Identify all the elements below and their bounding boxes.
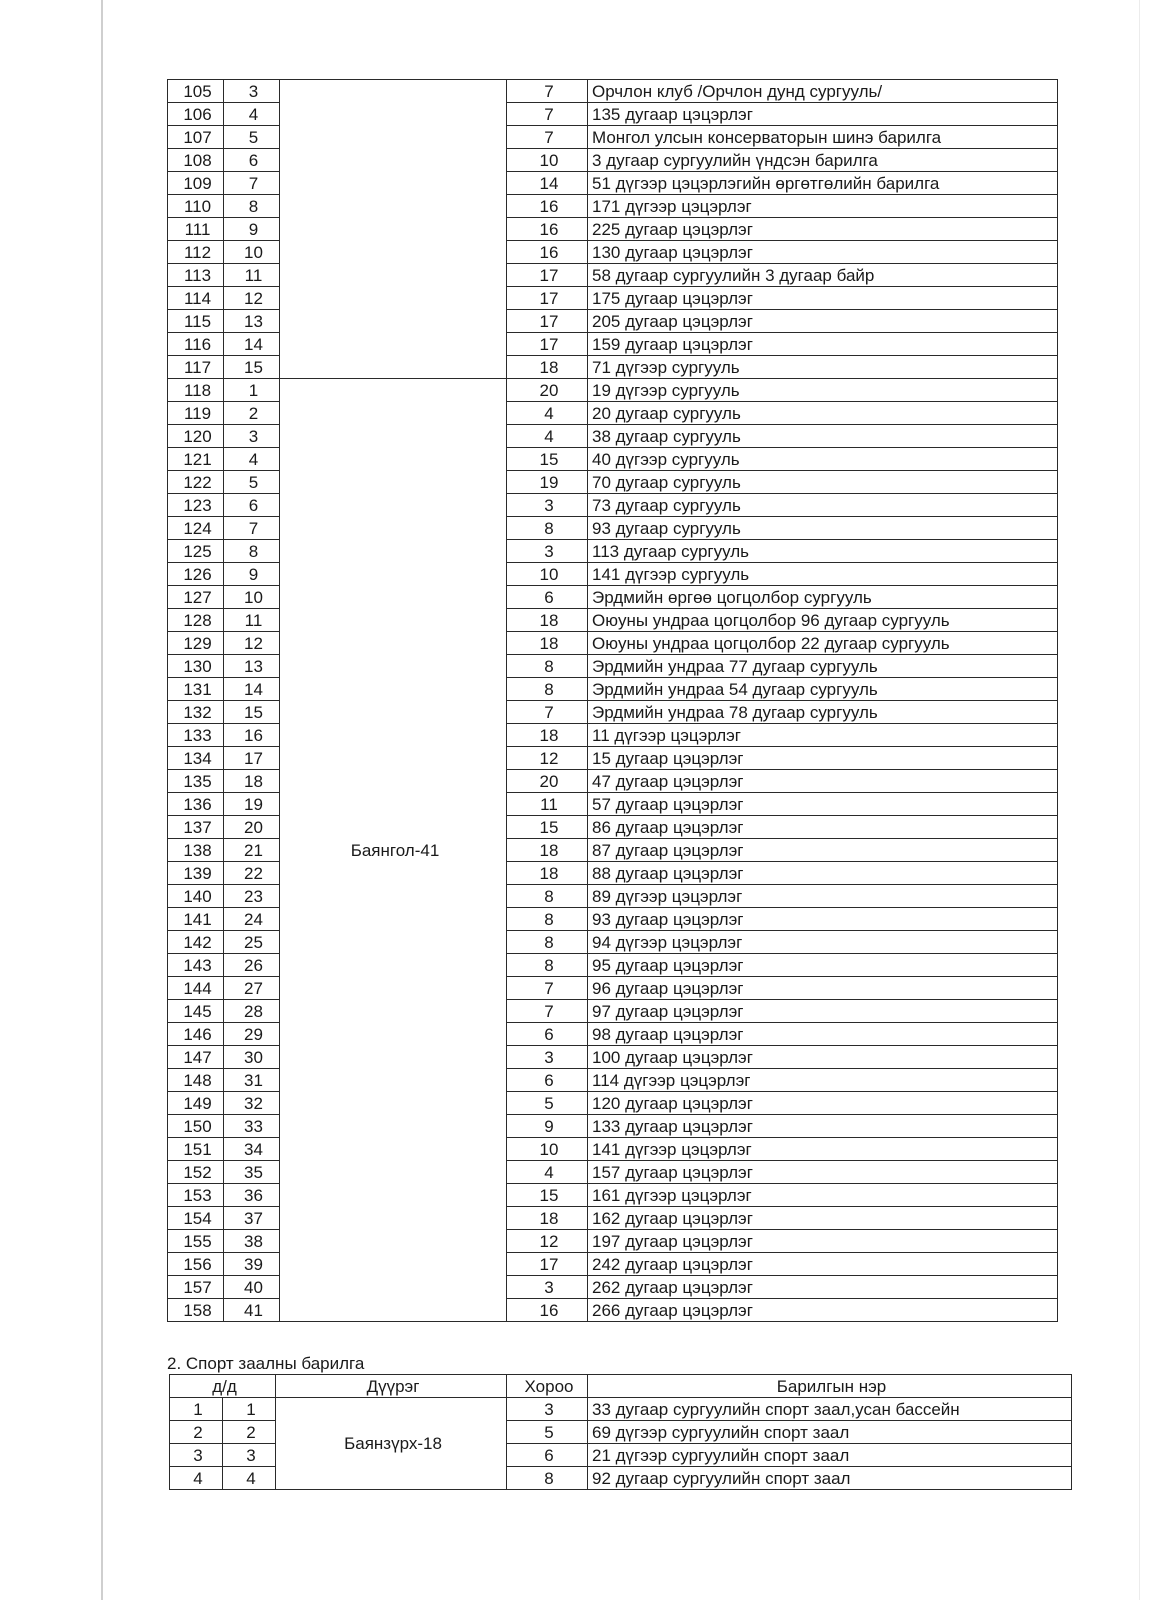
row-number: 136 — [168, 793, 224, 816]
building-name: 73 дугаар сургууль — [588, 494, 1058, 517]
group-number: 11 — [224, 264, 280, 287]
row-number: 138 — [168, 839, 224, 862]
group-number: 25 — [224, 931, 280, 954]
khoroo-cell: 3 — [507, 494, 588, 517]
group-number: 29 — [224, 1023, 280, 1046]
group-number: 30 — [224, 1046, 280, 1069]
group-number: 11 — [224, 609, 280, 632]
khoroo-cell: 10 — [507, 149, 588, 172]
group-number: 32 — [224, 1092, 280, 1115]
group-number: 34 — [224, 1138, 280, 1161]
group-number: 41 — [224, 1299, 280, 1322]
group-number: 17 — [224, 747, 280, 770]
row-number: 120 — [168, 425, 224, 448]
group-number: 27 — [224, 977, 280, 1000]
row-number: 144 — [168, 977, 224, 1000]
khoroo-cell: 6 — [507, 1023, 588, 1046]
khoroo-cell: 17 — [507, 333, 588, 356]
khoroo-cell: 18 — [507, 609, 588, 632]
khoroo-cell: 8 — [507, 678, 588, 701]
khoroo-cell: 20 — [507, 379, 588, 402]
group-number: 8 — [224, 540, 280, 563]
row-number: 119 — [168, 402, 224, 425]
building-name: 157 дугаар цэцэрлэг — [588, 1161, 1058, 1184]
building-name: 71 дүгээр сургууль — [588, 356, 1058, 379]
khoroo-cell: 18 — [507, 356, 588, 379]
khoroo-cell: 8 — [507, 655, 588, 678]
khoroo-cell: 7 — [507, 80, 588, 103]
group-number: 4 — [223, 1467, 276, 1490]
row-number: 158 — [168, 1299, 224, 1322]
table-row — [168, 80, 1058, 103]
row-number: 157 — [168, 1276, 224, 1299]
row-number: 152 — [168, 1161, 224, 1184]
row-number: 128 — [168, 609, 224, 632]
building-name: Эрдмийн ундраа 77 дугаар сургууль — [588, 655, 1058, 678]
row-number: 155 — [168, 1230, 224, 1253]
building-name: 225 дугаар цэцэрлэг — [588, 218, 1058, 241]
khoroo-cell: 3 — [507, 1398, 588, 1421]
building-name: 93 дугаар цэцэрлэг — [588, 908, 1058, 931]
group-number: 6 — [224, 494, 280, 517]
group-number: 38 — [224, 1230, 280, 1253]
page-right-edge — [1139, 0, 1140, 1600]
khoroo-cell: 16 — [507, 218, 588, 241]
building-name: 19 дүгээр сургууль — [588, 379, 1058, 402]
group-number: 37 — [224, 1207, 280, 1230]
row-number: 110 — [168, 195, 224, 218]
table-row — [168, 379, 1058, 402]
khoroo-cell: 8 — [507, 885, 588, 908]
building-name: 93 дугаар сургууль — [588, 517, 1058, 540]
group-number: 13 — [224, 655, 280, 678]
khoroo-cell: 7 — [507, 701, 588, 724]
building-name: 87 дугаар цэцэрлэг — [588, 839, 1058, 862]
group-number: 40 — [224, 1276, 280, 1299]
row-number: 118 — [168, 379, 224, 402]
khoroo-cell: 19 — [507, 471, 588, 494]
khoroo-cell: 15 — [507, 1184, 588, 1207]
khoroo-cell: 5 — [507, 1421, 588, 1444]
building-name: 92 дугаар сургуулийн спорт заал — [588, 1467, 1072, 1490]
group-number: 33 — [224, 1115, 280, 1138]
group-number: 20 — [224, 816, 280, 839]
row-number: 123 — [168, 494, 224, 517]
row-number: 142 — [168, 931, 224, 954]
group-number: 10 — [224, 586, 280, 609]
khoroo-cell: 4 — [507, 1161, 588, 1184]
group-number: 3 — [224, 80, 280, 103]
group-number: 8 — [224, 195, 280, 218]
group-number: 5 — [224, 126, 280, 149]
row-number: 129 — [168, 632, 224, 655]
header-building-name: Барилгын нэр — [588, 1375, 1072, 1398]
group-number: 9 — [224, 218, 280, 241]
group-number: 12 — [224, 287, 280, 310]
building-name: 20 дугаар сургууль — [588, 402, 1058, 425]
khoroo-cell: 18 — [507, 839, 588, 862]
khoroo-cell: 3 — [507, 1276, 588, 1299]
group-number: 16 — [224, 724, 280, 747]
row-number: 112 — [168, 241, 224, 264]
row-number: 141 — [168, 908, 224, 931]
group-number: 2 — [224, 402, 280, 425]
row-number: 135 — [168, 770, 224, 793]
building-name: 57 дугаар цэцэрлэг — [588, 793, 1058, 816]
building-name: 15 дугаар цэцэрлэг — [588, 747, 1058, 770]
building-name: 113 дугаар сургууль — [588, 540, 1058, 563]
row-number: 115 — [168, 310, 224, 333]
row-number: 130 — [168, 655, 224, 678]
group-number: 1 — [223, 1398, 276, 1421]
row-number: 2 — [170, 1421, 223, 1444]
row-number: 105 — [168, 80, 224, 103]
building-name: 133 дугаар цэцэрлэг — [588, 1115, 1058, 1138]
header-district: Дүүрэг — [276, 1375, 507, 1398]
khoroo-cell: 15 — [507, 448, 588, 471]
row-number: 125 — [168, 540, 224, 563]
group-number: 22 — [224, 862, 280, 885]
khoroo-cell: 17 — [507, 287, 588, 310]
khoroo-cell: 8 — [507, 1467, 588, 1490]
group-number: 3 — [223, 1444, 276, 1467]
khoroo-cell: 8 — [507, 954, 588, 977]
row-number: 154 — [168, 1207, 224, 1230]
group-number: 7 — [224, 517, 280, 540]
row-number: 156 — [168, 1253, 224, 1276]
group-number: 9 — [224, 563, 280, 586]
khoroo-cell: 3 — [507, 540, 588, 563]
row-number: 122 — [168, 471, 224, 494]
khoroo-cell: 7 — [507, 977, 588, 1000]
khoroo-cell: 9 — [507, 1115, 588, 1138]
group-number: 7 — [224, 172, 280, 195]
row-number: 143 — [168, 954, 224, 977]
khoroo-cell: 8 — [507, 908, 588, 931]
khoroo-cell: 8 — [507, 517, 588, 540]
row-number: 113 — [168, 264, 224, 287]
khoroo-cell: 7 — [507, 126, 588, 149]
group-number: 4 — [224, 448, 280, 471]
building-name: 114 дүгээр цэцэрлэг — [588, 1069, 1058, 1092]
buildings-table — [167, 79, 1058, 1322]
row-number: 1 — [170, 1398, 223, 1421]
khoroo-cell: 4 — [507, 402, 588, 425]
building-name: 135 дугаар цэцэрлэг — [588, 103, 1058, 126]
building-name: Орчлон клуб /Орчлон дунд сургууль/ — [588, 80, 1058, 103]
building-name: 161 дүгээр цэцэрлэг — [588, 1184, 1058, 1207]
group-number: 10 — [224, 241, 280, 264]
row-number: 111 — [168, 218, 224, 241]
khoroo-cell: 17 — [507, 1253, 588, 1276]
building-name: 94 дүгээр цэцэрлэг — [588, 931, 1058, 954]
section-title: 2. Спорт заалны барилга — [167, 1354, 365, 1373]
group-number: 24 — [224, 908, 280, 931]
building-name: 3 дугаар сургуулийн үндсэн барилга — [588, 149, 1058, 172]
khoroo-cell: 18 — [507, 862, 588, 885]
row-number: 148 — [168, 1069, 224, 1092]
building-name: 96 дугаар цэцэрлэг — [588, 977, 1058, 1000]
row-number: 4 — [170, 1467, 223, 1490]
building-name: Оюуны ундраа цогцолбор 96 дугаар сургууль — [588, 609, 1058, 632]
sport-halls-table — [169, 1374, 1072, 1490]
khoroo-cell: 6 — [507, 586, 588, 609]
khoroo-cell: 12 — [507, 1230, 588, 1253]
group-number: 39 — [224, 1253, 280, 1276]
building-name: Эрдмийн ундраа 78 дугаар сургууль — [588, 701, 1058, 724]
khoroo-cell: 5 — [507, 1092, 588, 1115]
row-number: 3 — [170, 1444, 223, 1467]
khoroo-cell: 10 — [507, 1138, 588, 1161]
khoroo-cell: 20 — [507, 770, 588, 793]
group-number: 31 — [224, 1069, 280, 1092]
building-name: 141 дүгээр сургууль — [588, 563, 1058, 586]
building-name: 120 дугаар цэцэрлэг — [588, 1092, 1058, 1115]
building-name: 69 дүгээр сургуулийн спорт заал — [588, 1421, 1072, 1444]
khoroo-cell: 17 — [507, 310, 588, 333]
building-name: 97 дугаар цэцэрлэг — [588, 1000, 1058, 1023]
row-number: 132 — [168, 701, 224, 724]
group-number: 6 — [224, 149, 280, 172]
row-number: 131 — [168, 678, 224, 701]
khoroo-cell: 3 — [507, 1046, 588, 1069]
row-number: 109 — [168, 172, 224, 195]
khoroo-cell: 6 — [507, 1069, 588, 1092]
district-cell: Баянзүрх-18 — [276, 1398, 507, 1490]
building-name: 175 дугаар цэцэрлэг — [588, 287, 1058, 310]
district-cell — [280, 80, 507, 379]
group-number: 14 — [224, 333, 280, 356]
row-number: 139 — [168, 862, 224, 885]
row-number: 145 — [168, 1000, 224, 1023]
building-name: 171 дүгээр цэцэрлэг — [588, 195, 1058, 218]
group-number: 12 — [224, 632, 280, 655]
row-number: 121 — [168, 448, 224, 471]
group-number: 35 — [224, 1161, 280, 1184]
khoroo-cell: 16 — [507, 241, 588, 264]
building-name: Эрдмийн өргөө цогцолбор сургууль — [588, 586, 1058, 609]
page-left-edge — [101, 0, 103, 1600]
row-number: 117 — [168, 356, 224, 379]
building-name: Оюуны ундраа цогцолбор 22 дугаар сургууль — [588, 632, 1058, 655]
building-name: 197 дугаар цэцэрлэг — [588, 1230, 1058, 1253]
group-number: 5 — [224, 471, 280, 494]
row-number: 150 — [168, 1115, 224, 1138]
building-name: 47 дугаар цэцэрлэг — [588, 770, 1058, 793]
khoroo-cell: 10 — [507, 563, 588, 586]
group-number: 28 — [224, 1000, 280, 1023]
building-name: 51 дүгээр цэцэрлэгийн өргөтгөлийн барилга — [588, 172, 1058, 195]
row-number: 107 — [168, 126, 224, 149]
building-name: 162 дугаар цэцэрлэг — [588, 1207, 1058, 1230]
row-number: 153 — [168, 1184, 224, 1207]
khoroo-cell: 7 — [507, 103, 588, 126]
khoroo-cell: 18 — [507, 632, 588, 655]
row-number: 137 — [168, 816, 224, 839]
khoroo-cell: 18 — [507, 724, 588, 747]
row-number: 146 — [168, 1023, 224, 1046]
khoroo-cell: 6 — [507, 1444, 588, 1467]
row-number: 114 — [168, 287, 224, 310]
group-number: 23 — [224, 885, 280, 908]
row-number: 133 — [168, 724, 224, 747]
building-name: 58 дугаар сургуулийн 3 дугаар байр — [588, 264, 1058, 287]
row-number: 134 — [168, 747, 224, 770]
row-number: 140 — [168, 885, 224, 908]
building-name: 262 дугаар цэцэрлэг — [588, 1276, 1058, 1299]
table-row — [170, 1398, 1072, 1421]
group-number: 36 — [224, 1184, 280, 1207]
row-number: 108 — [168, 149, 224, 172]
group-number: 18 — [224, 770, 280, 793]
khoroo-cell: 15 — [507, 816, 588, 839]
khoroo-cell: 14 — [507, 172, 588, 195]
group-number: 26 — [224, 954, 280, 977]
group-number: 15 — [224, 356, 280, 379]
group-number: 1 — [224, 379, 280, 402]
building-name: Монгол улсын консерваторын шинэ барилга — [588, 126, 1058, 149]
building-name: 70 дугаар сургууль — [588, 471, 1058, 494]
header-num: д/д — [170, 1375, 276, 1398]
khoroo-cell: 17 — [507, 264, 588, 287]
khoroo-cell: 12 — [507, 747, 588, 770]
building-name: 130 дугаар цэцэрлэг — [588, 241, 1058, 264]
group-number: 19 — [224, 793, 280, 816]
group-number: 15 — [224, 701, 280, 724]
building-name: 159 дугаар цэцэрлэг — [588, 333, 1058, 356]
building-name: 266 дугаар цэцэрлэг — [588, 1299, 1058, 1322]
building-name: Эрдмийн ундраа 54 дугаар сургууль — [588, 678, 1058, 701]
khoroo-cell: 8 — [507, 931, 588, 954]
building-name: 86 дугаар цэцэрлэг — [588, 816, 1058, 839]
building-name: 95 дугаар цэцэрлэг — [588, 954, 1058, 977]
khoroo-cell: 16 — [507, 1299, 588, 1322]
building-name: 21 дүгээр сургуулийн спорт заал — [588, 1444, 1072, 1467]
khoroo-cell: 16 — [507, 195, 588, 218]
row-number: 126 — [168, 563, 224, 586]
building-name: 33 дугаар сургуулийн спорт заал,усан бассейн — [588, 1398, 1072, 1421]
building-name: 242 дугаар цэцэрлэг — [588, 1253, 1058, 1276]
building-name: 141 дүгээр цэцэрлэг — [588, 1138, 1058, 1161]
building-name: 88 дугаар цэцэрлэг — [588, 862, 1058, 885]
khoroo-cell: 4 — [507, 425, 588, 448]
group-number: 4 — [224, 103, 280, 126]
row-number: 106 — [168, 103, 224, 126]
group-number: 3 — [224, 425, 280, 448]
building-name: 100 дугаар цэцэрлэг — [588, 1046, 1058, 1069]
row-number: 149 — [168, 1092, 224, 1115]
row-number: 151 — [168, 1138, 224, 1161]
district-cell: Баянгол-41 — [280, 379, 507, 1322]
group-number: 2 — [223, 1421, 276, 1444]
building-name: 89 дүгээр цэцэрлэг — [588, 885, 1058, 908]
group-number: 14 — [224, 678, 280, 701]
row-number: 124 — [168, 517, 224, 540]
row-number: 127 — [168, 586, 224, 609]
building-name: 40 дүгээр сургууль — [588, 448, 1058, 471]
building-name: 11 дүгээр цэцэрлэг — [588, 724, 1058, 747]
header-row — [170, 1375, 1072, 1398]
header-khoroo: Хороо — [507, 1375, 588, 1398]
khoroo-cell: 11 — [507, 793, 588, 816]
row-number: 116 — [168, 333, 224, 356]
building-name: 205 дугаар цэцэрлэг — [588, 310, 1058, 333]
row-number: 147 — [168, 1046, 224, 1069]
building-name: 98 дугаар цэцэрлэг — [588, 1023, 1058, 1046]
khoroo-cell: 18 — [507, 1207, 588, 1230]
khoroo-cell: 7 — [507, 1000, 588, 1023]
group-number: 21 — [224, 839, 280, 862]
group-number: 13 — [224, 310, 280, 333]
building-name: 38 дугаар сургууль — [588, 425, 1058, 448]
